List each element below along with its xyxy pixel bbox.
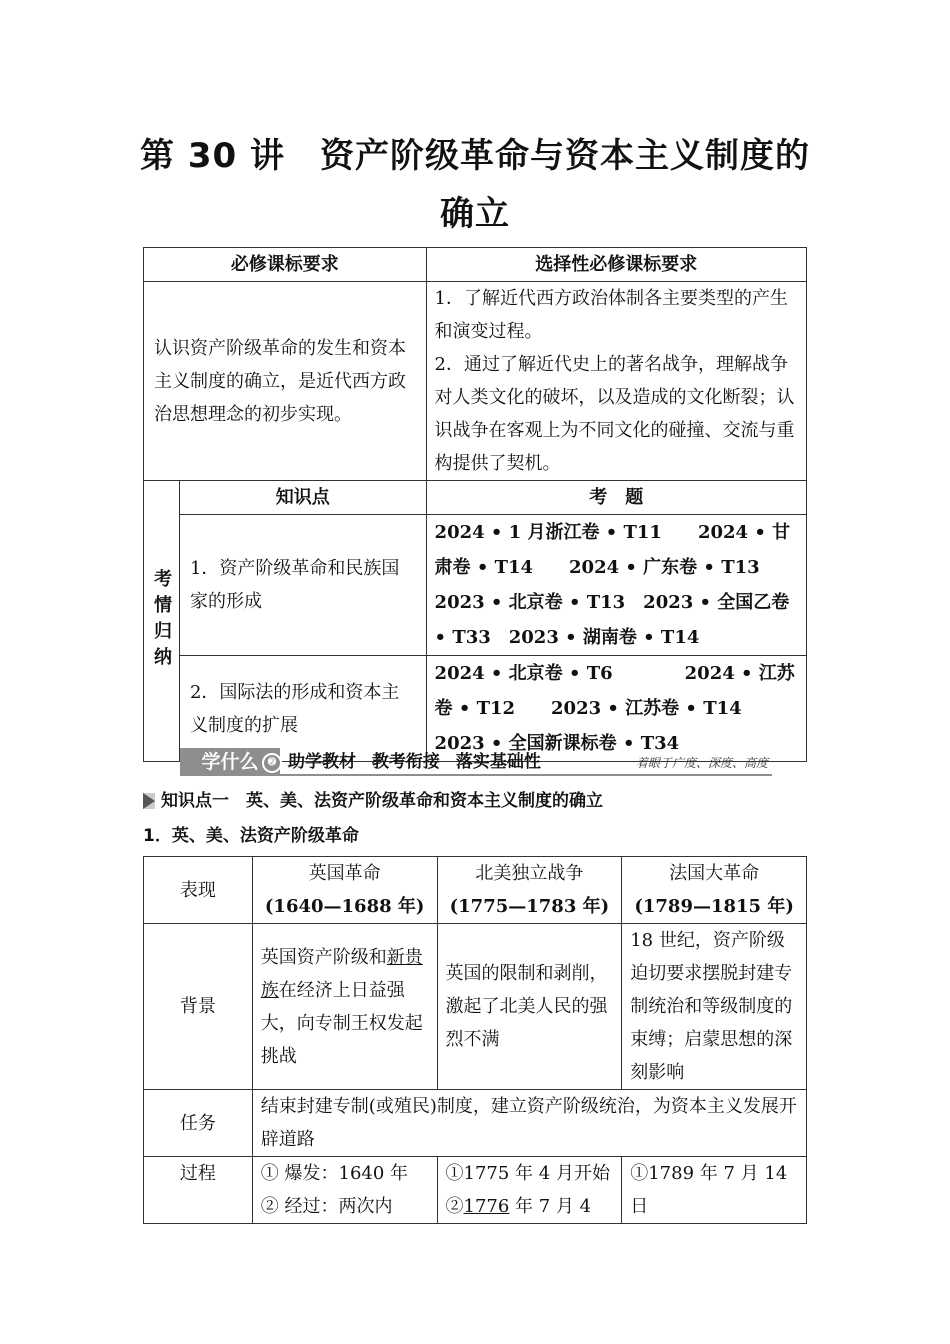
english-process-1: ① 爆发：1640 年: [260, 1163, 409, 1184]
elective-standards-header: 选择性必修课标要求: [426, 248, 806, 282]
page-title: 第 30 讲 资产阶级革命与资本主义制度的: [140, 136, 810, 176]
french-background: 18 世纪，资产阶级迫切要求摆脱封建专制统治和等级制度的束缚；启蒙思想的深刻影响: [622, 924, 807, 1090]
exam-questions-2: [426, 656, 806, 762]
exam-questions-1b: 2023 • 北京卷 • T13 2023 • 全国乙卷 • T33 2023 • 湖南卷 • T14: [434, 592, 790, 648]
banner-circle-icon: ➋: [262, 753, 282, 773]
triangle-icon: [143, 793, 155, 809]
exam-questions-1a: 2024 • 1 月浙江卷 • T11 2024 • 甘肃卷 • T14 2024 • 广东卷 • T13: [434, 522, 791, 578]
english-revolution-name: 英国革命: [308, 863, 381, 884]
section-banner: [180, 748, 772, 776]
english-revolution-years: (1640—1688 年): [264, 896, 425, 917]
requirements-table: [143, 247, 807, 762]
banner-tagline: 助学教材 教考衔接 落实基础性: [288, 752, 541, 772]
exam-questions-2a: 2024 • 北京卷 • T6 2024 • 江苏卷 • T12 2023 • 江苏卷 • T14: [434, 663, 795, 719]
knowledge-point-1: 1．资产阶级革命和民族国家的形成: [179, 515, 426, 656]
task-label: 任务: [144, 1090, 253, 1157]
elective-standards-cell: [426, 282, 806, 481]
french-revolution-years: (1789—1815 年): [634, 896, 794, 917]
knowledge-point-heading: [143, 789, 603, 813]
required-standards-text: 认识资产阶级革命的发生和资本主义制度的确立，是近代西方政治思想理念的初步实现。: [144, 282, 427, 481]
american-process: [437, 1157, 622, 1224]
french-revolution-name: 法国大革命: [669, 863, 760, 884]
page-title-line2: 确立: [440, 194, 510, 234]
american-background: 英国的限制和剥削，激起了北美人民的强烈不满: [437, 924, 622, 1090]
french-process: ①1789 年 7 月 14 日: [622, 1157, 807, 1224]
english-background-underlined: 新贵族: [260, 946, 423, 1001]
elective-item-1: 1．了解近代西方政治体制各主要类型的产生和演变过程。: [434, 288, 788, 342]
subsection-heading: 1．英、美、法资产阶级革命: [143, 826, 359, 846]
american-process-1: ①1775 年 4 月开始: [445, 1163, 610, 1184]
american-war-name: 北美独立战争: [475, 863, 584, 884]
american-process-2: [446, 1190, 614, 1223]
task-text: 结束封建专制(或殖民)制度，建立资产阶级统治，为资本主义发展开辟道路: [252, 1090, 806, 1157]
exam-questions-1: [426, 515, 806, 656]
process-label: 过程: [144, 1157, 253, 1224]
knowledge-point-heading-text: 知识点一 英、美、法资产阶级革命和资本主义制度的确立: [161, 791, 603, 811]
american-process-2-underlined: 1776: [463, 1196, 510, 1217]
american-process-2a: ②: [445, 1196, 464, 1217]
american-war-header: [437, 857, 622, 924]
english-process: [252, 1157, 437, 1224]
col-label-header: 表现: [144, 857, 253, 924]
banner-right-text: 着眼于广度、深度、高度: [635, 756, 768, 770]
american-war-years: (1775—1783 年): [449, 896, 610, 917]
french-revolution-header: [622, 857, 807, 924]
english-process-2: ② 经过：两次内: [260, 1196, 393, 1217]
english-background: [252, 924, 437, 1090]
knowledge-point-header: 知识点: [179, 481, 426, 515]
exam-question-header: 考 题: [426, 481, 806, 515]
banner-label: 学什么: [180, 748, 280, 776]
american-process-2b: 年 7 月 4: [509, 1196, 592, 1217]
english-background-b: 在经济上日益强大，向专制王权发起挑战: [260, 979, 423, 1067]
exam-summary-label: 考情归纳: [144, 481, 180, 762]
elective-item-2: 2．通过了解近代史上的著名战争，理解战争对人类文化的破坏，以及造成的文化断裂；认识战争在客观上为不同文化的碰撞、交流与重构提供了契机。: [434, 354, 795, 474]
required-standards-header: 必修课标要求: [144, 248, 427, 282]
banner-underline: [280, 774, 772, 776]
english-background-a: 英国资产阶级和: [260, 946, 387, 968]
english-revolution-header: [252, 857, 437, 924]
knowledge-point-2: 2．国际法的形成和资本主义制度的扩展: [179, 656, 426, 762]
exam-questions-2b: 2023 • 全国新课标卷 • T34: [434, 733, 680, 754]
background-label: 背景: [144, 924, 253, 1090]
revolutions-table: [143, 856, 807, 1224]
